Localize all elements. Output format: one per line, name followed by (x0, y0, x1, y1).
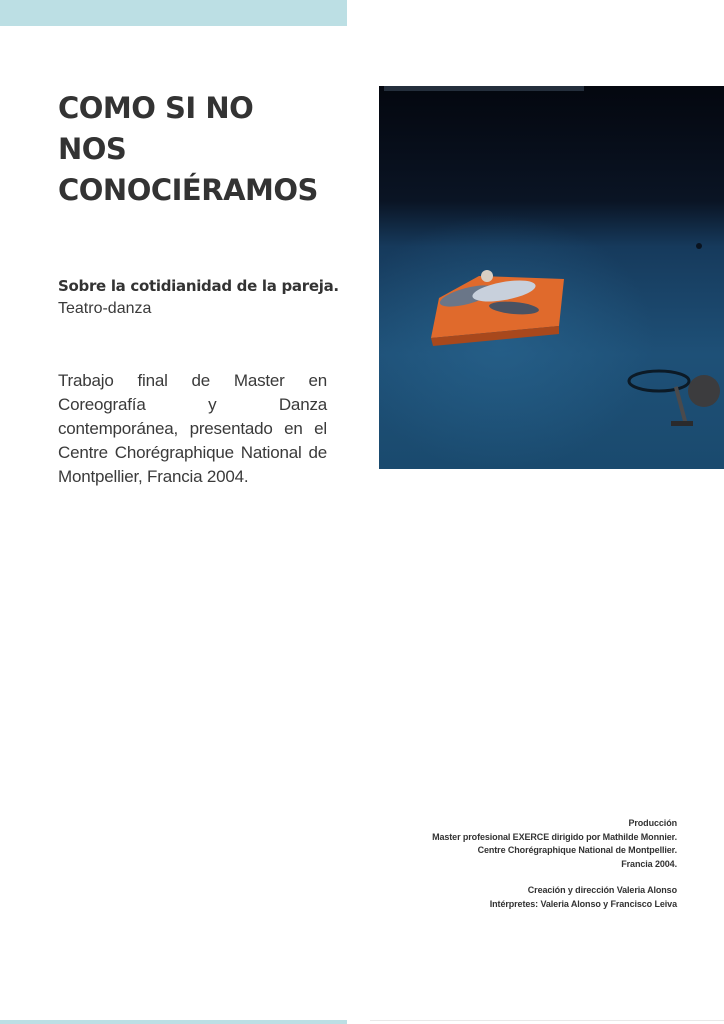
stage-photo (379, 86, 724, 469)
title-line-3: CONOCIÉRAMOS (58, 173, 318, 207)
credits-creacion: Creación y dirección Valeria Alonso (527, 885, 677, 895)
genre-label: Teatro-danza (58, 300, 152, 317)
credits-interpretes: Intérpretes: Valeria Alonso y Francisco Leiva (489, 898, 677, 909)
vacuum-body (688, 375, 720, 407)
title-line-1: COMO SI NO (58, 91, 254, 125)
subtitle: Sobre la cotidianidad de la pareja. (58, 277, 339, 295)
credits-produccion-line-3: Francia 2004. (621, 858, 677, 869)
credits-heading-produccion: Producción (628, 818, 677, 828)
title-line-2: NOS (58, 132, 127, 166)
performer-head (481, 270, 493, 282)
credits-produccion-line-2: Centre Chorégraphique National de Montpellier. (477, 845, 677, 855)
vacuum-base (671, 421, 693, 426)
credits-block (337, 817, 677, 911)
stage-top-strip (384, 86, 584, 91)
bottom-accent-bar (0, 1020, 347, 1024)
top-accent-bar (0, 0, 347, 26)
credits-produccion-line-1: Master profesional EXERCE dirigido por Mathilde Monnier. (432, 831, 677, 842)
page-title (58, 88, 348, 211)
stage-prop (696, 243, 702, 249)
bottom-divider-line (370, 1020, 724, 1021)
credits-spacer (337, 871, 677, 884)
description-paragraph: Trabajo final de Master en Coreografía y Danza contemporánea, presentado en el Centre Chorégraphique National de Montpellier, Francia 2004. (58, 371, 327, 486)
